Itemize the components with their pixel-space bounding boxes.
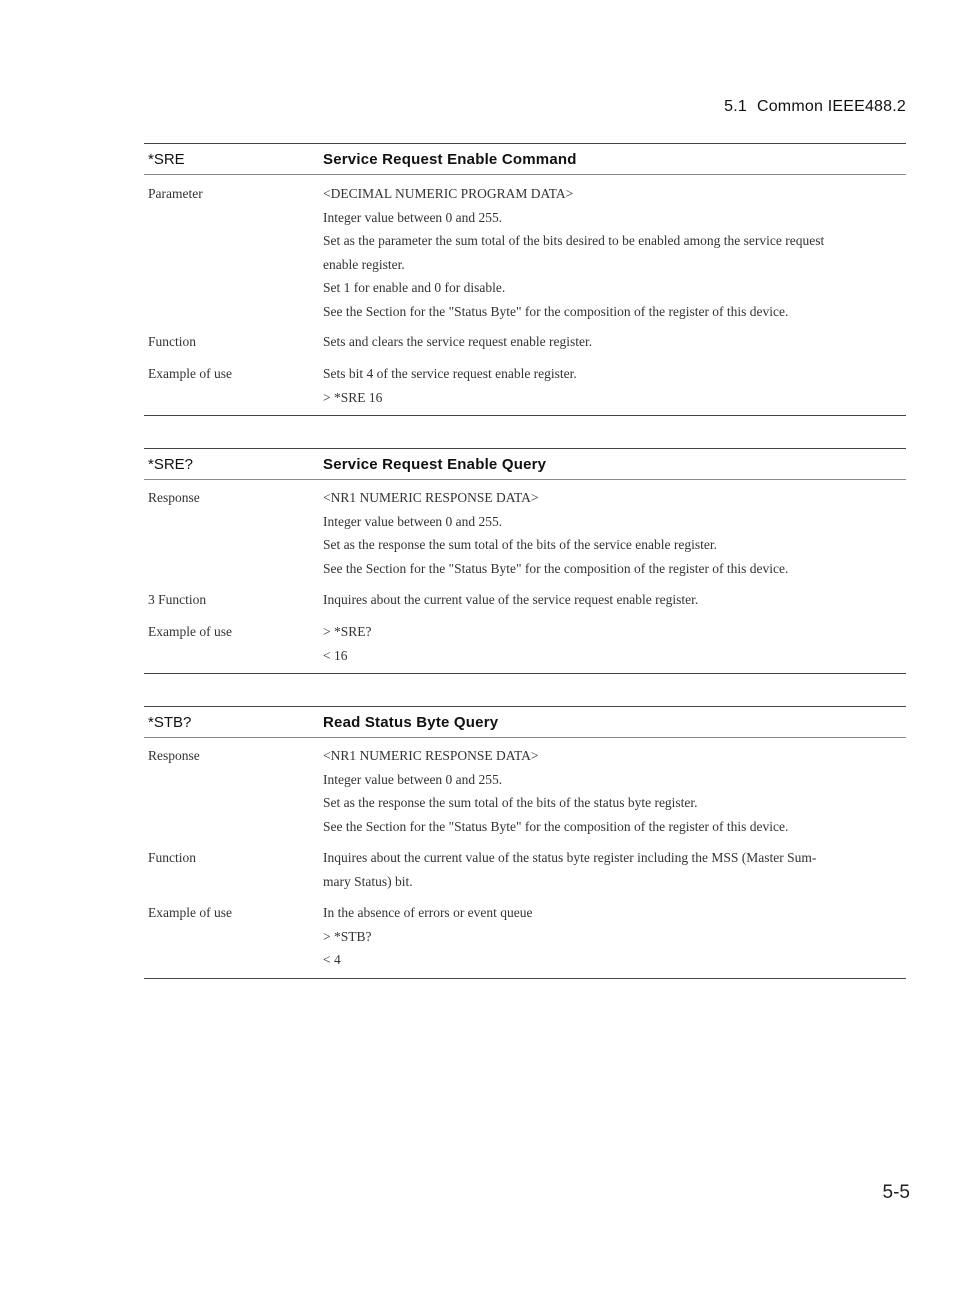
command-name: *STB?: [148, 714, 192, 731]
content-line: < 16: [323, 647, 348, 663]
command-title-row: [144, 144, 906, 175]
content-line: Set 1 for enable and 0 for disable.: [323, 280, 506, 295]
content-line: <NR1 NUMERIC RESPONSE DATA>: [323, 748, 539, 763]
row-label: Parameter: [148, 186, 203, 201]
row-label: Example of use: [148, 905, 232, 920]
command-title-row: [144, 707, 906, 738]
row-content: [323, 901, 906, 972]
row-label: Example of use: [148, 366, 232, 381]
row-content: [323, 182, 906, 323]
section-header: [724, 98, 906, 116]
row-content: [323, 846, 906, 893]
divider: [144, 978, 906, 979]
content-line: See the Section for the "Status Byte" for the composition of the register of this device.: [323, 560, 789, 576]
row-content: [323, 486, 906, 580]
content-line: Sets bit 4 of the service request enable register.: [323, 366, 577, 381]
row-label: Response: [148, 748, 200, 763]
content-line: Integer value between 0 and 255.: [323, 209, 503, 225]
content-line: In the absence of errors or event queue: [323, 905, 533, 920]
content-line: < 4: [323, 952, 341, 967]
row-content: [323, 330, 906, 354]
content-line: <DECIMAL NUMERIC PROGRAM DATA>: [323, 186, 574, 201]
row-label: Function: [148, 334, 197, 349]
command-name: *SRE: [148, 151, 185, 168]
content-line: > *SRE?: [323, 624, 372, 639]
divider: [144, 415, 906, 416]
command-title-row: [144, 449, 906, 480]
command-description: Service Request Enable Command: [323, 151, 577, 168]
content-line: enable register.: [323, 256, 405, 272]
divider: [144, 673, 906, 674]
content-line: Set as the parameter the sum total of the bits desired to be enabled among the service request: [323, 233, 825, 248]
row-label: Example of use: [148, 624, 232, 639]
command-name: *SRE?: [148, 456, 194, 473]
command-block-sre: [144, 143, 906, 416]
content-line: > *SRE 16: [323, 389, 383, 405]
content-line: Inquires about the current value of the service request enable register.: [323, 592, 699, 607]
command-description: Service Request Enable Query: [323, 456, 547, 473]
content-line: See the Section for the "Status Byte" for the composition of the register of this device.: [323, 303, 789, 319]
row-content: [323, 744, 906, 838]
command-block-sre-query: [144, 448, 906, 674]
content-line: Set as the response the sum total of the bits of the service enable register.: [323, 537, 718, 552]
page-number: 5-5: [882, 1182, 910, 1203]
content-line: Integer value between 0 and 255.: [323, 513, 503, 529]
section-title: Common IEEE488.2: [756, 98, 906, 115]
row-label: Response: [148, 490, 200, 505]
content-line: <NR1 NUMERIC RESPONSE DATA>: [323, 490, 539, 505]
command-block-stb-query: [144, 706, 906, 979]
content-line: > *STB?: [323, 928, 372, 944]
row-content: [323, 362, 906, 409]
content-line: Sets and clears the service request enable register.: [323, 334, 593, 349]
row-content: [323, 620, 906, 667]
section-number: 5.1: [724, 98, 747, 115]
row-label: Function: [148, 850, 197, 865]
command-description: Read Status Byte Query: [323, 714, 499, 731]
content-line: Set as the response the sum total of the bits of the status byte register.: [323, 795, 698, 810]
content-line: Inquires about the current value of the status byte register including the MSS (Master Sum-: [323, 850, 817, 865]
content-line: See the Section for the "Status Byte" for the composition of the register of this device.: [323, 818, 789, 834]
content-line: Integer value between 0 and 255.: [323, 771, 503, 787]
content-line: mary Status) bit.: [323, 873, 413, 889]
row-content: [323, 588, 906, 612]
row-label: 3 Function: [148, 592, 207, 607]
